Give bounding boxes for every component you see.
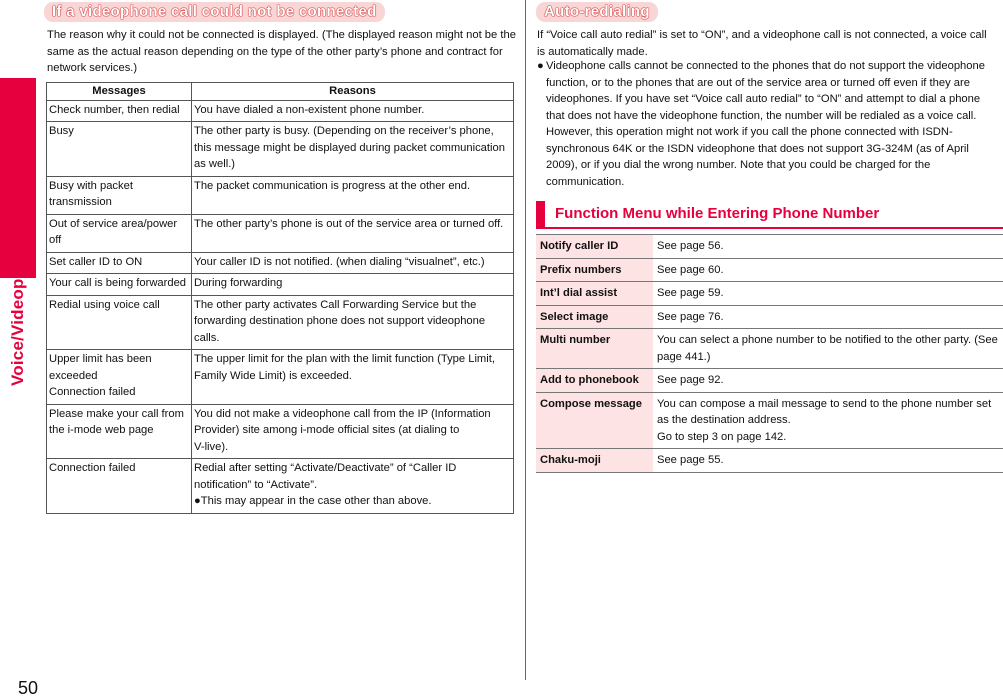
message-cell: Set caller ID to ON [47, 252, 192, 274]
menu-item-name: Add to phonebook [536, 369, 653, 393]
reason-cell: The packet communication is progress at the other end. [192, 176, 514, 214]
intro-text: The reason why it could not be connected is displayed. (The displayed reason might not be the same as the actual reason depending on the type of the other party’s phone and contract for network services.) [47, 29, 516, 74]
table-row [47, 350, 514, 405]
table-row [47, 295, 514, 350]
reason-cell [192, 459, 514, 514]
menu-row [536, 258, 1003, 282]
reason-note [194, 493, 511, 510]
menu-row [536, 369, 1003, 393]
menu-row [536, 329, 1003, 369]
message-cell: Redial using voice call [47, 295, 192, 350]
chapter-label: Voice/Videophone Calls/PushTalk [8, 109, 27, 386]
reason-cell: The other party is busy. (Depending on the receiver’s phone, this message might be displayed during packet communication as well.) [192, 122, 514, 177]
menu-item-desc: See page 76. [653, 305, 1003, 329]
menu-item-desc: See page 56. [653, 235, 1003, 259]
menu-item-name: Int’l dial assist [536, 282, 653, 306]
function-menu-heading: Function Menu while Entering Phone Number [536, 201, 1003, 229]
table-row [47, 122, 514, 177]
message-cell: Please make your call from the i-mode web page [47, 404, 192, 459]
reason-cell: You have dialed a non-existent phone number. [192, 100, 514, 122]
message-line: Upper limit has been exceeded [49, 353, 152, 382]
message-cell: Busy [47, 122, 192, 177]
page-number: 50 [18, 678, 39, 697]
menu-row [536, 305, 1003, 329]
reason-cell: The upper limit for the plan with the limit function (Type Limit, Family Wide Limit) is exceeded. [192, 350, 514, 405]
message-cell: Busy with packet transmission [47, 176, 192, 214]
message-line: Connection failed [49, 386, 136, 398]
menu-item-desc: See page 59. [653, 282, 1003, 306]
message-cell [47, 350, 192, 405]
column-divider [525, 0, 526, 680]
header-reasons: Reasons [192, 83, 514, 101]
table-row [47, 176, 514, 214]
auto-redial-note [537, 58, 1001, 190]
message-cell: Check number, then redial [47, 100, 192, 122]
reason-note-text: This may appear in the case other than above. [200, 495, 432, 507]
menu-row [536, 282, 1003, 306]
table-header-row [47, 83, 514, 101]
menu-item-desc: See page 60. [653, 258, 1003, 282]
function-menu-table [536, 234, 1003, 473]
menu-row [536, 392, 1003, 449]
menu-item-name: Chaku-moji [536, 449, 653, 473]
menu-item-desc: See page 55. [653, 449, 1003, 473]
menu-item-name: Notify caller ID [536, 235, 653, 259]
reason-cell [192, 404, 514, 459]
table-row [47, 404, 514, 459]
auto-redial-note-text: Videophone calls cannot be connected to the phones that do not support the videophone function, or to the phones that are out of the service area or turned off even if they are videophones. If you have set “Voice call auto redial” to “ON” and attempt to dial a phone that does not have the videophone function, the number will be redialed as a voice call. However, this operation might not work if you call the phone connected with ISDN-synchronous 64K or the ISDN videophone that does not support 3G-324M (as of April 2009), or if you dial the wrong number. Note that you could be charged for the communication. [546, 60, 985, 188]
menu-item-name: Prefix numbers [536, 258, 653, 282]
reason-line: You did not make a videophone call from the IP (Information Provider) site among i-mode official sites (at dialing to [194, 407, 491, 436]
menu-item-name: Compose message [536, 392, 653, 449]
menu-item-desc: You can select a phone number to be notified to the other party. (See page 441.) [653, 329, 1003, 369]
header-messages: Messages [47, 83, 192, 101]
menu-item-name: Multi number [536, 329, 653, 369]
table-row [47, 214, 514, 252]
menu-desc-line: Go to step 3 on page 142. [657, 430, 787, 443]
messages-table [46, 82, 514, 514]
menu-desc-line: You can compose a mail message to send to the phone number set as the destination address. [657, 397, 992, 426]
section-title-auto-redialing: Auto-redialing [536, 2, 658, 22]
message-cell: Out of service area/power off [47, 214, 192, 252]
table-row [47, 252, 514, 274]
menu-item-name: Select image [536, 305, 653, 329]
menu-row [536, 235, 1003, 259]
message-cell: Your call is being forwarded [47, 274, 192, 296]
menu-item-desc [653, 392, 1003, 449]
auto-redial-intro: If “Voice call auto redial” is set to “ON”, and a videophone call is not connected, a voice call is automatically made. [537, 29, 987, 58]
reason-line: Redial after setting “Activate/Deactivate” of “Caller ID notification” to “Activate”. [194, 462, 457, 491]
reason-cell: The other party activates Call Forwarding Service but the forwarding destination phone does not support videophone calls. [192, 295, 514, 350]
table-row [47, 274, 514, 296]
reason-line: V-live). [194, 440, 229, 453]
bullet-icon: ● [537, 60, 544, 72]
table-row [47, 459, 514, 514]
reason-cell: The other party’s phone is out of the service area or turned off. [192, 214, 514, 252]
reason-cell: Your caller ID is not notified. (when dialing “visualnet”, etc.) [192, 252, 514, 274]
bullet-icon: ● [194, 495, 201, 507]
section-title-connection-failure: If a videophone call could not be connected [44, 2, 385, 22]
menu-row [536, 449, 1003, 473]
table-row [47, 100, 514, 122]
menu-item-desc: See page 92. [653, 369, 1003, 393]
reason-cell: During forwarding [192, 274, 514, 296]
message-cell: Connection failed [47, 459, 192, 514]
